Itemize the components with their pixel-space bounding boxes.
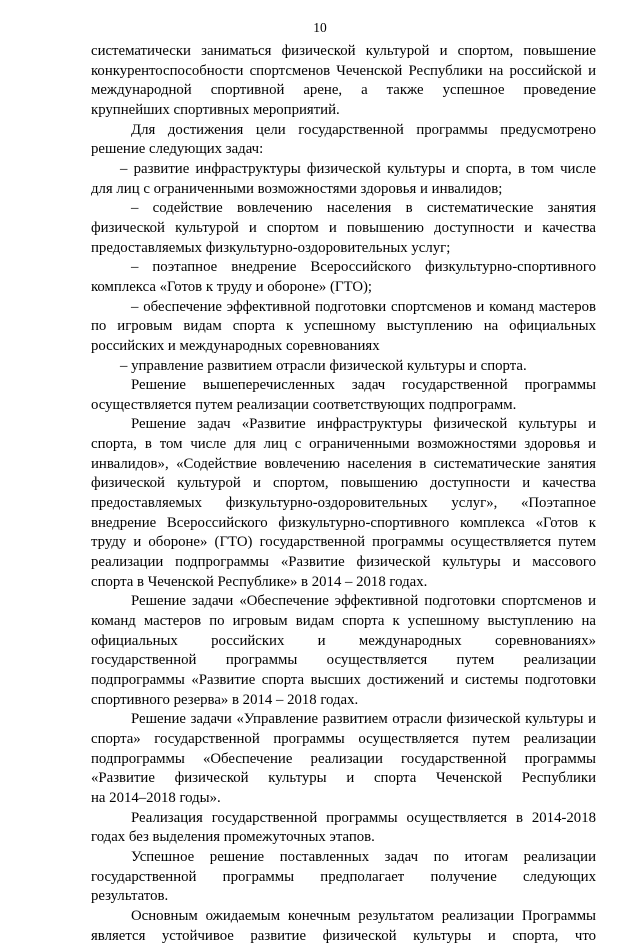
text-line: международной спортивной арене, а также успешное проведение bbox=[91, 82, 596, 99]
text-line: Решение задачи «Управление развитием отрасли физической культуры и bbox=[131, 711, 596, 728]
text-line: Успешное решение поставленных задач по итогам реализации bbox=[131, 848, 596, 865]
text-line: Для достижения цели государственной программы предусмотрено bbox=[131, 121, 596, 138]
list-item-line: – содействие вовлечению населения в систематические занятия bbox=[131, 200, 596, 217]
list-item-line: физической культурой и спортом и повышению доступности и качества bbox=[91, 219, 596, 236]
list-item-line: российских и международных соревнованиях bbox=[91, 337, 380, 354]
text-line: государственной программы осуществляется путем реализации bbox=[91, 652, 596, 669]
text-line: официальных российских и международных соревнованиях» bbox=[91, 632, 596, 649]
list-item-line: – управление развитием отрасли физической культуры и спорта. bbox=[120, 357, 527, 374]
text-line: конкурентоспособности спортсменов Чеченской Республики на российской и bbox=[91, 62, 596, 79]
text-line: Решение задач «Развитие инфраструктуры физической культуры и bbox=[131, 416, 596, 433]
text-line: систематически заниматься физической культурой и спортом, повышение bbox=[91, 43, 596, 59]
body-text bbox=[91, 42, 596, 946]
text-line: Основным ожидаемым конечным результатом реализации Программы bbox=[131, 907, 596, 924]
text-line: результатов. bbox=[91, 888, 169, 905]
text-line: Решение вышеперечисленных задач государственной программы bbox=[131, 377, 596, 394]
list-item-line: для лиц с ограниченными возможностями здоровья и инвалидов; bbox=[91, 180, 503, 197]
text-line: спорта, в том числе для лиц с ограниченными возможностями здоровья и bbox=[91, 436, 596, 453]
text-line: является устойчивое развитие физической культуры и спорта, что bbox=[91, 927, 596, 944]
page-number: 10 bbox=[313, 20, 327, 35]
list-item-line: – обеспечение эффективной подготовки спортсменов и команд мастеров bbox=[131, 298, 596, 315]
list-item-line: – поэтапное внедрение Всероссийского физкультурно-спортивного bbox=[131, 259, 596, 276]
text-line: спортивного резерва» в 2014 – 2018 годах. bbox=[91, 691, 359, 708]
text-line: государственной программы предполагает получение следующих bbox=[91, 868, 596, 885]
list-item-line: по игровым видам спорта к успешному выступлению на официальных bbox=[91, 318, 596, 335]
text-line: Реализация государственной программы осуществляется в 2014-2018 bbox=[131, 809, 596, 826]
text-line: спорта в Чеченской Республике» в 2014 – 2018 годах. bbox=[91, 573, 428, 590]
list-item-line: комплекса «Готов к труду и обороне» (ГТО); bbox=[91, 278, 373, 295]
text-line: спорта» государственной программы осуществляется путем реализации bbox=[91, 730, 596, 747]
list-item-line: – развитие инфраструктуры физической культуры и спорта, в том числе bbox=[120, 160, 596, 177]
text-line: подпрограммы «Обеспечение реализации государственной программы bbox=[91, 750, 596, 767]
text-line: предоставляемых физкультурно-оздоровительных услуг», «Поэтапное bbox=[91, 495, 596, 512]
text-line: команд мастеров по игровым видам спорта к успешному выступлению на bbox=[91, 613, 596, 630]
text-line: физической культурой и спортом, повышению доступности и качества bbox=[91, 475, 596, 492]
text-line: труду и обороне» (ГТО) государственной программы осуществляется путем bbox=[91, 534, 596, 551]
text-line: годах без выделения промежуточных этапов. bbox=[91, 829, 375, 846]
text-line: на 2014–2018 годы». bbox=[91, 789, 221, 806]
text-line: Решение задачи «Обеспечение эффективной подготовки спортсменов и bbox=[131, 593, 596, 610]
list-item-line: предоставляемых физкультурно-оздоровительных услуг; bbox=[91, 239, 451, 256]
text-line: инвалидов», «Содействие вовлечению населения в систематические занятия bbox=[91, 455, 596, 472]
text-line: внедрение Всероссийского физкультурно-спортивного комплекса «Готов к bbox=[91, 514, 596, 531]
text-line: решение следующих задач: bbox=[91, 141, 264, 158]
text-line: крупнейших спортивных мероприятий. bbox=[91, 101, 340, 118]
text-line: реализации подпрограммы «Развитие физической культуры и массового bbox=[91, 554, 596, 571]
text-line: осуществляется путем реализации соответствующих подпрограмм. bbox=[91, 396, 517, 413]
text-line: подпрограммы «Развитие спорта высших достижений и системы подготовки bbox=[91, 672, 596, 688]
text-line: «Развитие физической культуры и спорта Чеченской Республики bbox=[91, 770, 596, 787]
